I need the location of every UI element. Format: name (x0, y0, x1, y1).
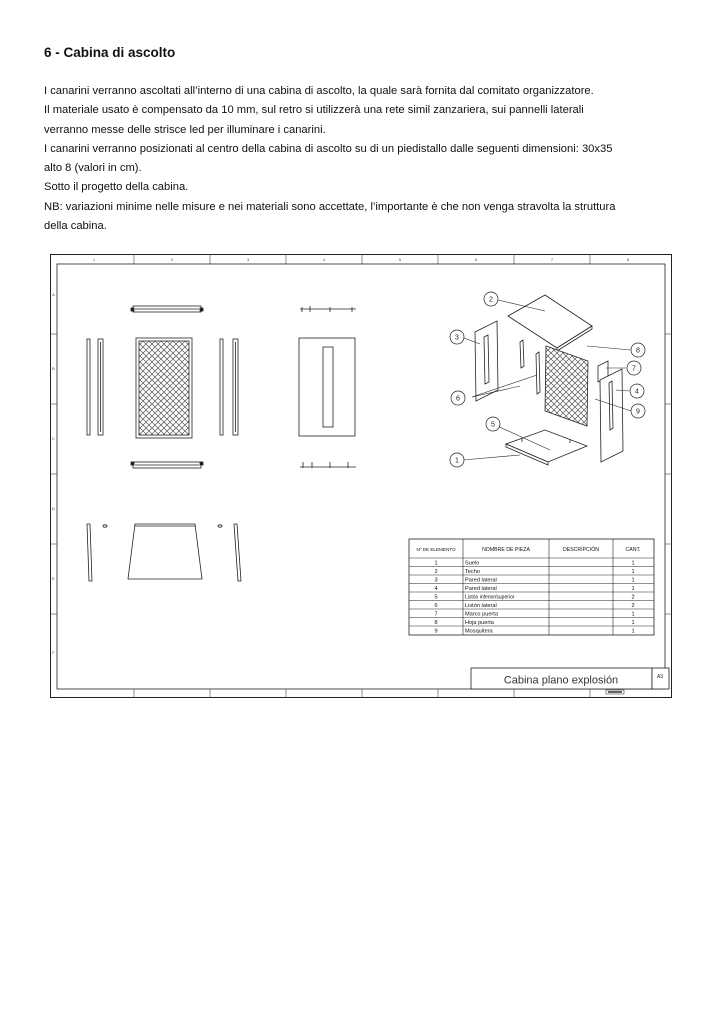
floor-panel (506, 430, 587, 462)
frame-row-label: D (52, 506, 55, 511)
exploded-view (475, 295, 623, 465)
frame-col-label: 2 (170, 257, 174, 262)
bom-header: DESCRIPCIÓN (562, 547, 600, 553)
bom-cell-name: Pared lateral (465, 577, 497, 584)
frame-col-label: 1 (92, 257, 96, 262)
description-paragraph (44, 82, 694, 236)
front-view (131, 306, 203, 468)
bom-header: Nº DE ELEMENTO (416, 547, 456, 552)
frame-col-label: 3 (246, 257, 250, 262)
bom-cell-qty: 1 (631, 586, 635, 592)
bom-cell-num: 4 (434, 586, 438, 592)
frame-row-label: A (52, 292, 55, 297)
frame-col-label: 7 (550, 257, 554, 262)
balloon-label: 4 (635, 388, 639, 396)
bom-cell-qty: 1 (631, 560, 635, 567)
bom-cell-name: Listón lateral (465, 603, 497, 609)
bom-cell-name: Techo (465, 569, 480, 575)
bom-cell-qty: 2 (631, 594, 635, 601)
section-views (87, 524, 241, 581)
paragraph-line: I canarini verranno posizionati al centro della cabina di ascolto su di un piedistallo dalle seguenti dimensioni: 30x35 (44, 142, 613, 155)
bom-cell-num: 9 (434, 628, 438, 635)
frame-row-label: E (52, 576, 55, 581)
balloon-label: 5 (491, 421, 495, 429)
bom-table (409, 539, 654, 635)
bom-header: CANT. (625, 547, 641, 553)
technical-drawing (50, 254, 672, 698)
bom-cell-name: Hoja puerta (465, 620, 494, 626)
bom-cell-name: Marco puerta (465, 611, 498, 618)
balloon-label: 3 (455, 334, 459, 342)
paragraph-line: verranno messe delle strisce led per illuminare i canarini. (44, 123, 326, 136)
bom-header: NOMBRE DE PIEZA (482, 547, 530, 553)
paragraph-line: I canarini verranno ascoltati all’interno di una cabina di ascolto, la quale sarà fornita dal comitato organizzatore. (44, 85, 594, 97)
rear-view (299, 306, 356, 468)
bom-cell-num: 6 (434, 603, 438, 609)
mesh-panel (545, 346, 588, 426)
bom-cell-name: Pared lateral (465, 586, 497, 592)
paragraph-line: NB: variazioni minime nelle misure e nei materiali sono accettate, l’importante è che non venga stravolta la struttura (44, 200, 616, 213)
right-panel (600, 369, 623, 462)
bom-cell-qty: 1 (631, 620, 635, 626)
paragraph-line: alto 8 (valori in cm). (44, 162, 142, 175)
frame-col-label: 8 (626, 257, 630, 262)
bom-cell-qty: 1 (631, 577, 635, 584)
balloon-label: 1 (455, 457, 459, 465)
bom-cell-num: 3 (434, 577, 438, 584)
bom-cell-qty: 1 (631, 569, 635, 575)
bom-cell-qty: 2 (631, 603, 635, 609)
balloon-label: 8 (636, 347, 640, 355)
paragraph-line: della cabina. (44, 220, 107, 233)
frame-row-label: B (52, 366, 55, 371)
left-panel (475, 321, 498, 401)
bom-cell-num: 8 (434, 620, 438, 626)
sheet-size: A3 (656, 674, 664, 680)
roof-panel (508, 295, 592, 348)
bom-cell-num: 5 (434, 594, 438, 601)
balloon-label: 9 (636, 408, 640, 416)
title-block-text: Cabina plano explosión (503, 674, 619, 687)
bom-cell-name: Mosquitera (465, 628, 493, 635)
frame-col-label: 4 (322, 257, 326, 262)
paragraph-line: Il materiale usato è compensato da 10 mm, sul retro si utilizzerà una rete simil zanzariera, sui pannelli laterali (44, 104, 584, 117)
balloon-label: 2 (489, 296, 493, 304)
frame-row-label: C (52, 436, 55, 441)
title-block (471, 668, 669, 694)
bom-cell-num: 1 (434, 560, 438, 567)
bom-cell-name: Listón inferior/superior (465, 594, 515, 601)
bom-cell-qty: 1 (631, 628, 635, 635)
bom-cell-qty: 1 (631, 611, 635, 618)
frame-row-label: F (52, 650, 55, 655)
bom-cell-name: Suelo (465, 560, 480, 567)
balloon-label: 7 (632, 365, 636, 373)
bom-cell-num: 2 (434, 569, 438, 575)
paragraph-line: Sotto il progetto della cabina. (44, 181, 189, 194)
frame-col-label: 6 (474, 257, 478, 262)
balloon-label: 6 (456, 395, 460, 403)
section-heading: 6 - Cabina di ascolto (44, 45, 176, 60)
frame-col-label: 5 (398, 257, 402, 262)
bom-cell-num: 7 (434, 611, 438, 618)
